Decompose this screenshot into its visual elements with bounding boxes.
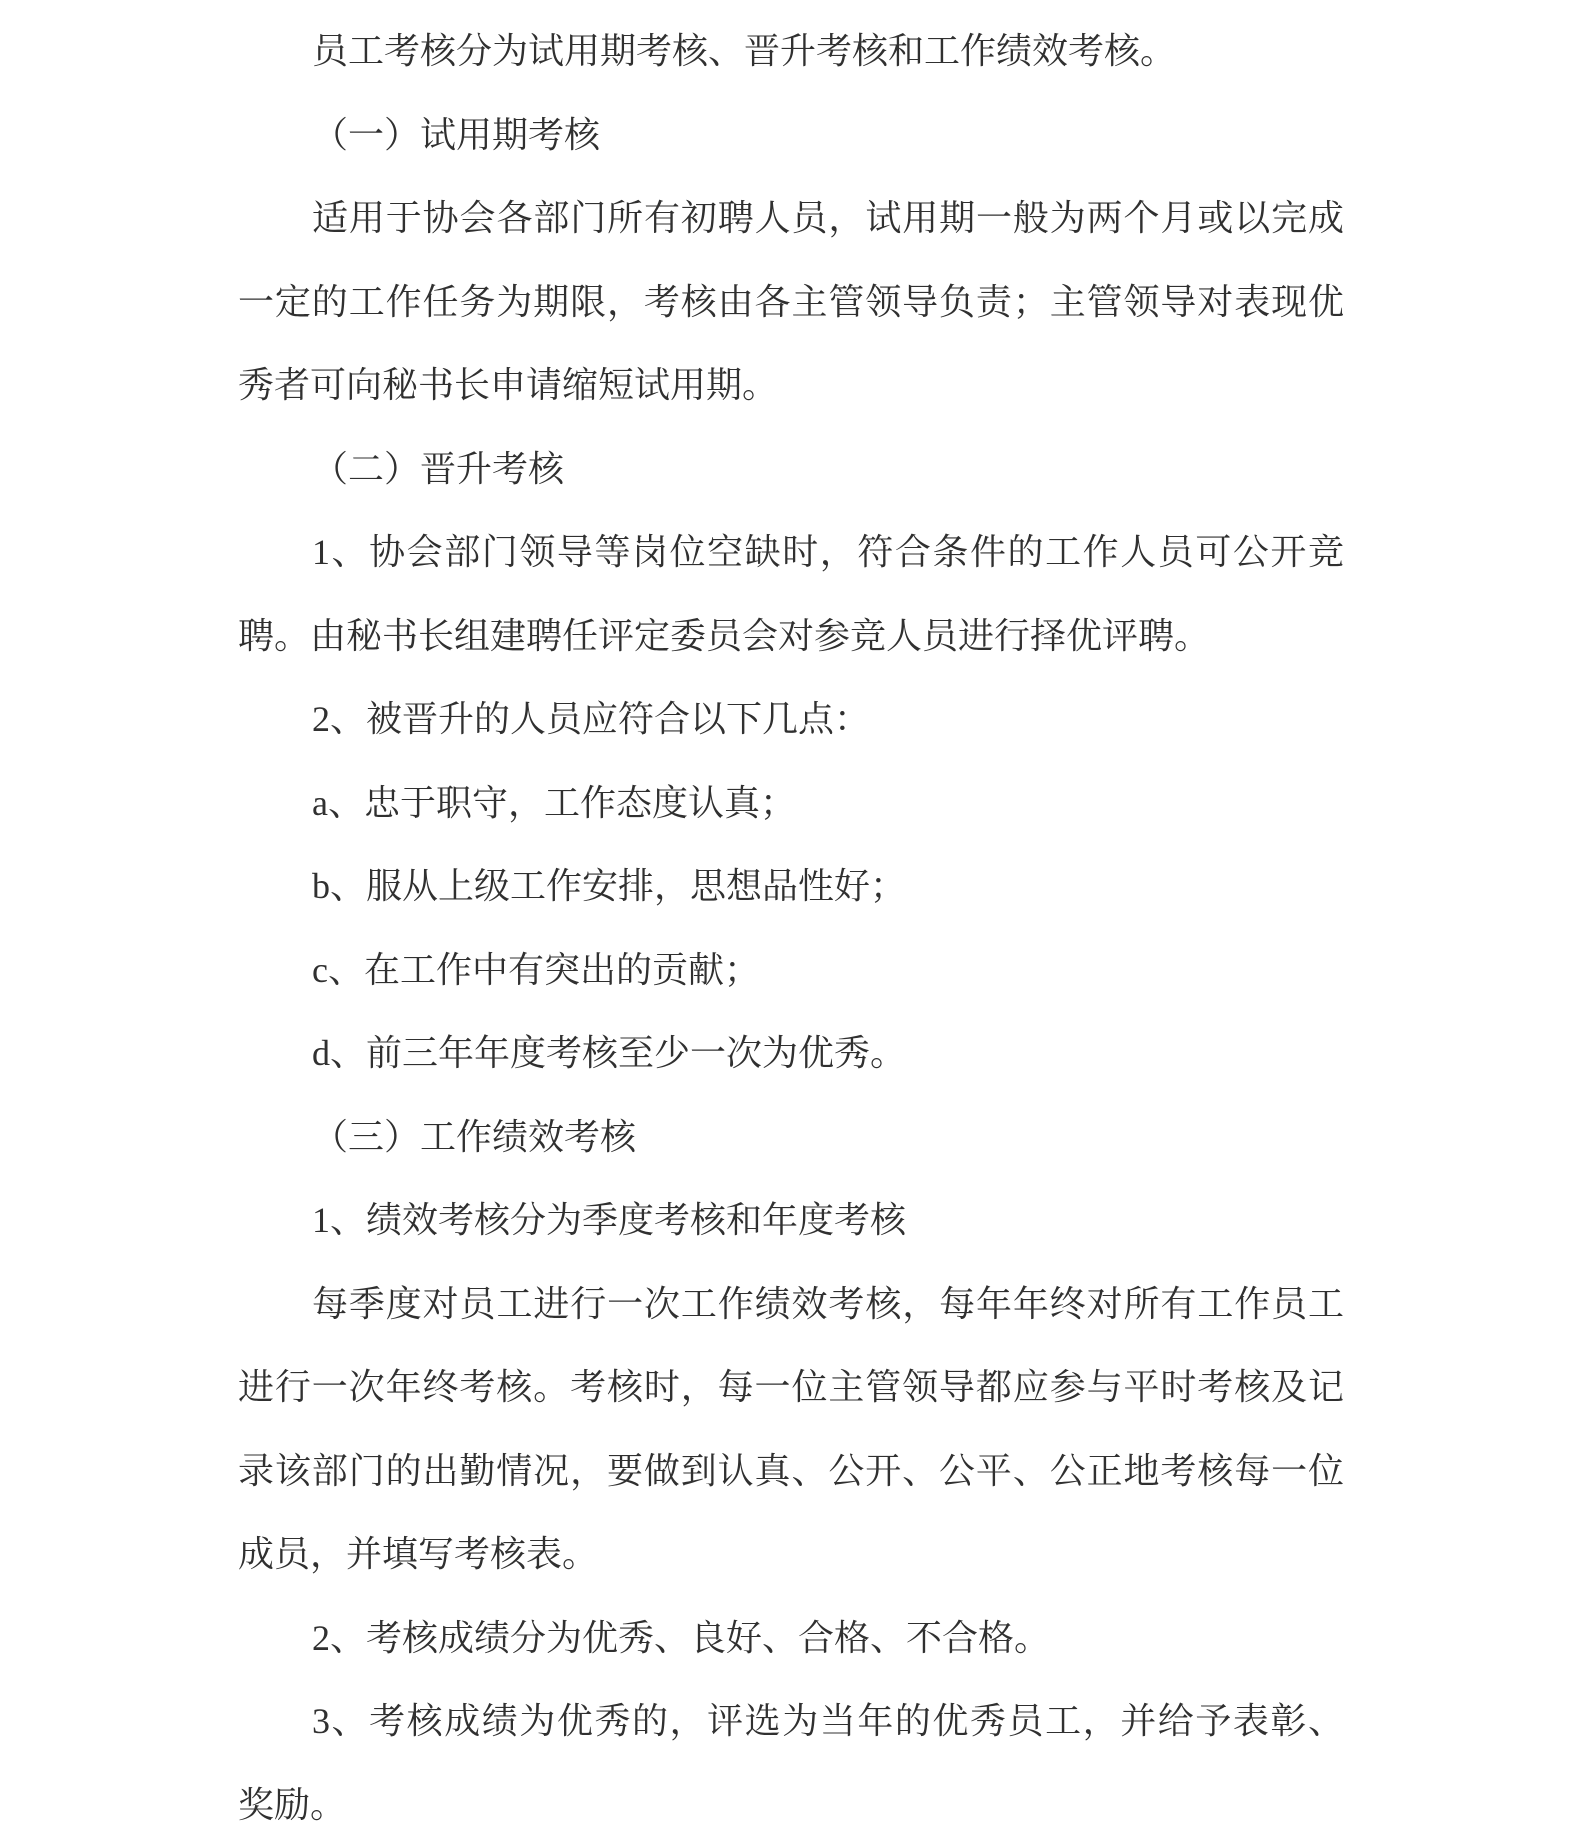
text-line: 一定的工作任务为期限，考核由各主管领导负责；主管领导对表现优 [238, 281, 1344, 322]
text-line: c、在工作中有突出的贡献； [312, 949, 760, 990]
text-line: 1、绩效考核分为季度考核和年度考核 [312, 1200, 907, 1240]
text-line: （一）试用期考核 [312, 114, 601, 155]
text-line: 秀者可向秘书长申请缩短试用期。 [238, 365, 779, 405]
text-line: 3、考核成绩为优秀的，评选为当年的优秀员工，并给予表彰、 [312, 1701, 1344, 1741]
text-line: 聘。由秘书长组建聘任评定委员会对参竞人员进行择优评聘。 [238, 615, 1211, 656]
text-line: 录该部门的出勤情况，要做到认真、公开、公平、公正地考核每一位 [238, 1450, 1344, 1491]
text-line: 奖励。 [238, 1784, 347, 1825]
text-line: a、忠于职守，工作态度认真； [312, 782, 796, 823]
text-line: 2、考核成绩分为优秀、良好、合格、不合格。 [312, 1617, 1051, 1658]
document-body [238, 10, 1344, 1838]
text-line: 进行一次年终考核。考核时，每一位主管领导都应参与平时考核及记 [238, 1367, 1344, 1407]
text-line: （三）工作绩效考核 [312, 1116, 637, 1157]
text-line: 适用于协会各部门所有初聘人员，试用期一般为两个月或以完成 [312, 198, 1344, 238]
text-line: 2、被晋升的人员应符合以下几点： [312, 699, 871, 739]
text-line: 1、协会部门领导等岗位空缺时，符合条件的工作人员可公开竞 [312, 532, 1344, 572]
text-line: 员工考核分为试用期考核、晋升考核和工作绩效考核。 [312, 31, 1177, 71]
text-line: （二）晋升考核 [312, 448, 565, 489]
text-line: d、前三年年度考核至少一次为优秀。 [312, 1033, 907, 1073]
text-line: 成员，并填写考核表。 [238, 1534, 599, 1574]
text-line: 每季度对员工进行一次工作绩效考核，每年年终对所有工作员工 [312, 1283, 1344, 1324]
text-line: b、服从上级工作安排，思想品性好； [312, 866, 907, 906]
